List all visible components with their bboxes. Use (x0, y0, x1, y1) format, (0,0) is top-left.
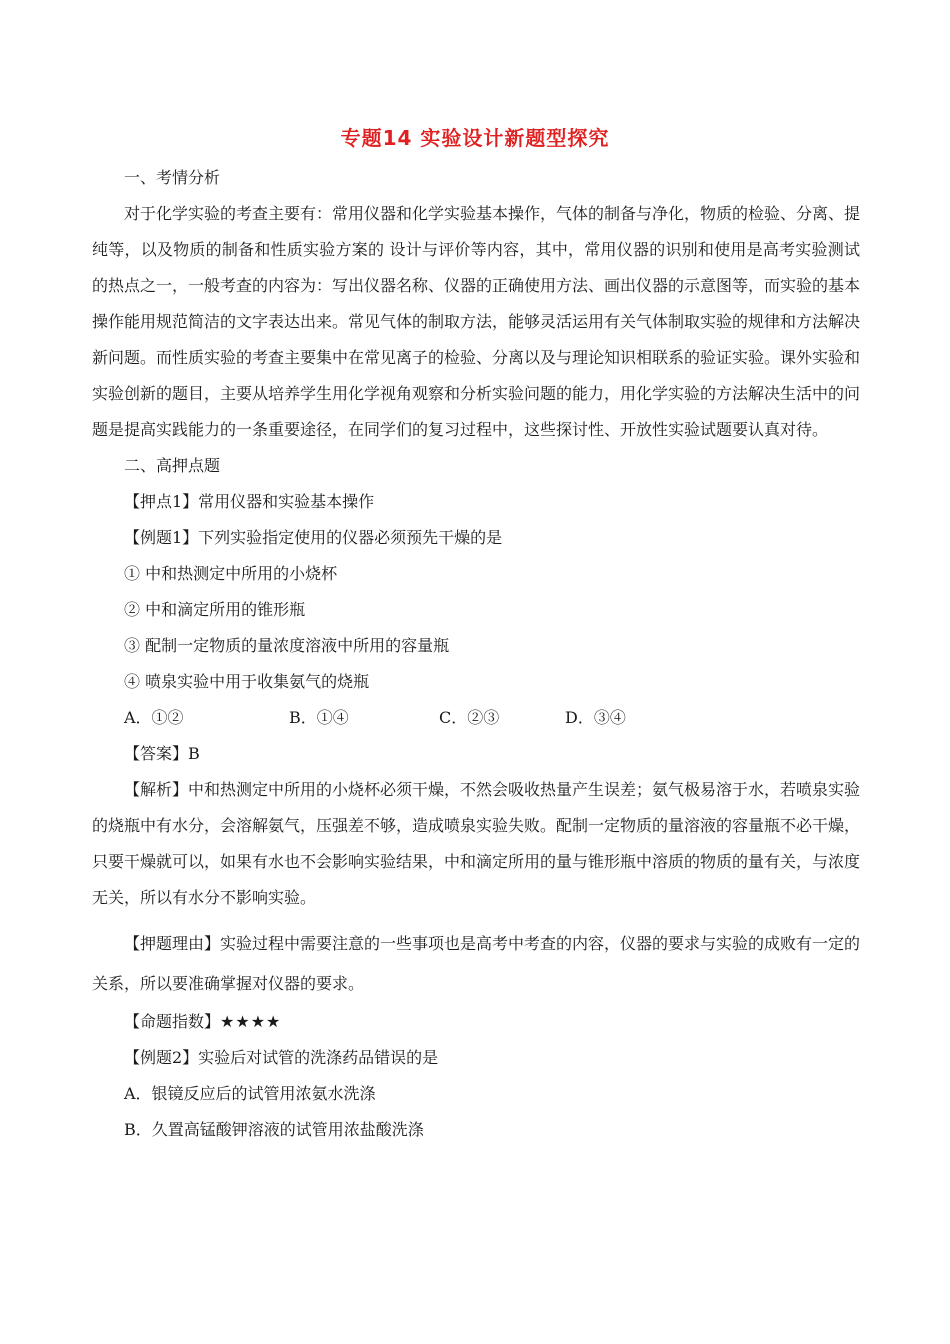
example-1-reason: 【押题理由】实验过程中需要注意的一些事项也是高考中考查的内容，仪器的要求与实验的成败有一定的关系，所以要准确掌握对仪器的要求。 (92, 934, 861, 993)
document-body (92, 160, 860, 1148)
example-1-item: ② 中和滴定所用的锥形瓶 (124, 600, 306, 619)
index-label: 【命题指数】 (124, 1012, 221, 1031)
example-1-options (92, 700, 860, 736)
example-1-analysis: 【解析】中和热测定中所用的小烧杯必须干燥，不然会吸收热量产生误差；氨气极易溶于水，若喷泉实验的烧瓶中有水分，会溶解氨气，压强差不够，造成喷泉实验失败。配制一定物质的量溶液的容量瓶不必干燥，只要干燥就可以，如果有水也不会影响实验结果，中和滴定所用的量与锥形瓶中溶质的物质的量有关，与浓度无关，所以有水分不影响实验。 (92, 780, 861, 907)
rating-stars: ★★★★ (220, 1012, 282, 1031)
section-heading-points: 二、高押点题 (124, 456, 221, 475)
point-1-heading: 【押点1】常用仪器和实验基本操作 (124, 492, 375, 511)
section-heading-analysis: 一、考情分析 (124, 168, 221, 187)
option-b: B．①④ (289, 708, 349, 727)
example-1-answer: 【答案】B (124, 744, 200, 763)
example-1-item: ③ 配制一定物质的量浓度溶液中所用的容量瓶 (124, 636, 450, 655)
option-d: D．③④ (565, 708, 626, 727)
option-c: C．②③ (439, 708, 500, 727)
example-2-option: A．银镜反应后的试管用浓氨水洗涤 (124, 1084, 376, 1103)
example-1-question: 【例题1】下列实验指定使用的仪器必须预先干燥的是 (124, 528, 503, 547)
example-2-question: 【例题2】实验后对试管的洗涤药品错误的是 (124, 1048, 439, 1067)
analysis-paragraph: 对于化学实验的考查主要有：常用仪器和化学实验基本操作，气体的制备与净化，物质的检验、分离、提纯等，以及物质的制备和性质实验方案的 设计与评价等内容，其中，常用仪器的识别和使用是高考实验测试的热点之一，一般考查的内容为：写出仪器名称、仪器的正确使用方法、画出仪器的示意图等，而实验的基本操作能用规范简洁的文字表达出来。常见气体的制取方法，能够灵活运用有关气体制取实验的规律和方法解决新问题。而性质实验的考查主要集中在常见离子的检验、分离以及与理论知识相联系的验证实验。课外实验和实验创新的题目，主要从培养学生用化学视角观察和分析实验问题的能力，用化学实验的方法解决生活中的问题是提高实践能力的一条重要途径，在同学们的复习过程中，这些探讨性、开放性实验试题要认真对待。 (92, 204, 861, 439)
example-1-item: ① 中和热测定中所用的小烧杯 (124, 564, 338, 583)
example-2-option: B．久置高锰酸钾溶液的试管用浓盐酸洗涤 (124, 1120, 424, 1139)
document-title: 专题14 实验设计新题型探究 (340, 126, 610, 150)
option-a: A．①② (124, 708, 184, 727)
example-1-item: ④ 喷泉实验中用于收集氨气的烧瓶 (124, 672, 370, 691)
example-1-index (92, 1004, 860, 1040)
